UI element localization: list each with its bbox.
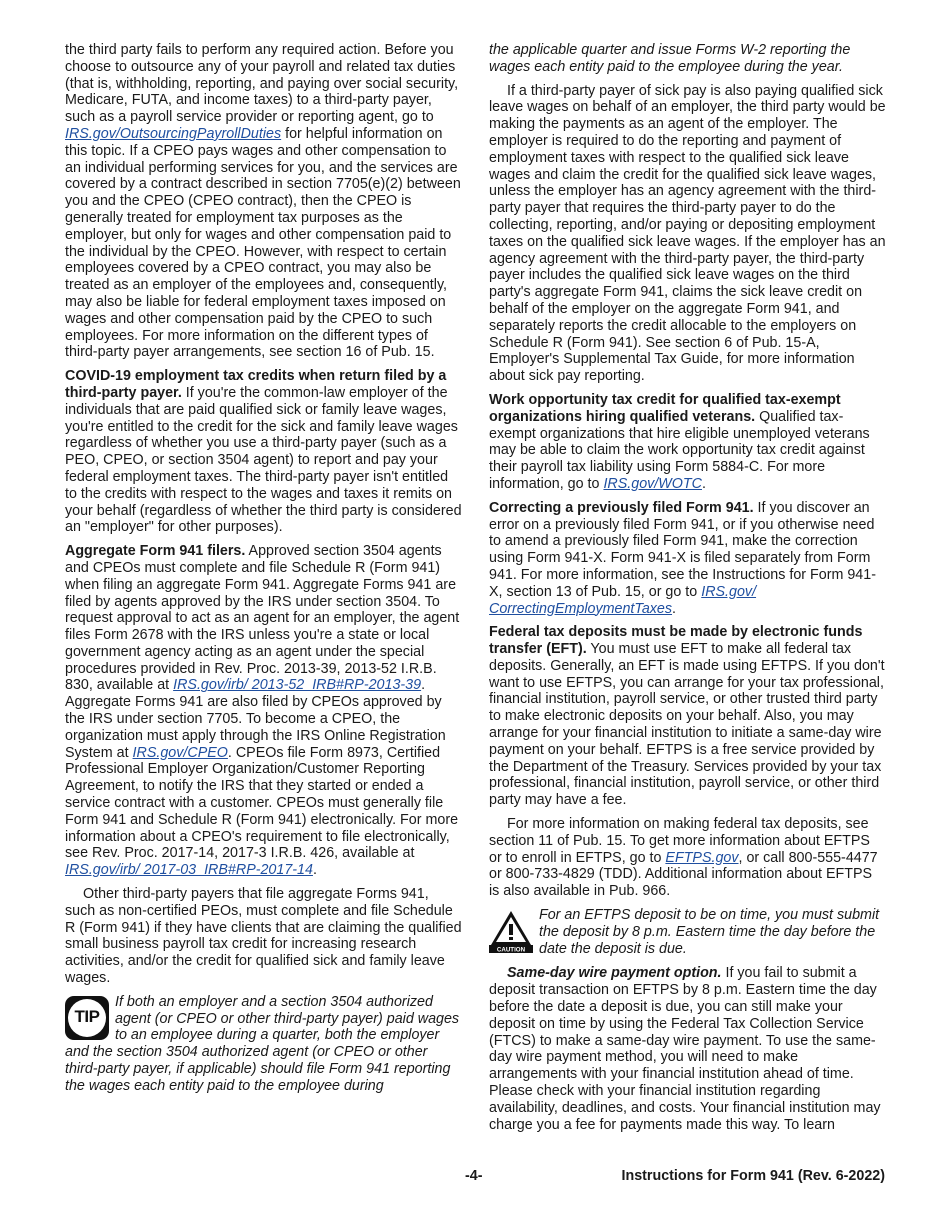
outsourcing-payroll-link[interactable]: IRS.gov/OutsourcingPayrollDuties — [65, 125, 282, 142]
paragraph-third-party-payer: the third party fails to perform any required action. Before you choose to outsource any of your payroll and related tax duties (that is, withholding, reporting, and paying over social security, Medicare, FUTA, and income taxes) to a third-party payer, such as a payroll service provider or reporting agent, go to IRS.gov/OutsourcingPayrollDuties for helpful information on this topic. If a CPEO pays wages and other compensation to an individual performing services for you, and the services are covered by a contract described in section 7705(e)(2) between you and the CPEO (CPEO contract), then the CPEO is generally treated for employment tax purposes as the employer, but only for wages and other compensation paid to the individual by the CPEO. However, with respect to certain employees covered by a CPEO contract, you may also be treated as an employer of the employees and, consequently, may also be liable for federal employment taxes imposed on wages and other compensation paid by the CPEO to such employees. For more information on the different types of third-party payer arrangements, see section 16 of Pub. 15. — [65, 42, 461, 361]
irb-2013-39-link[interactable]: IRS.gov/irb/ 2013-52_IRB#RP-2013-39 — [173, 677, 422, 694]
caution-text: For an EFTPS deposit to be on time, you must submit the deposit by 8 p.m. Eastern time the day before the date the deposit is due. — [539, 907, 880, 957]
irb-2017-14-link[interactable]: IRS.gov/irb/ 2017-03_IRB#RP-2017-14 — [65, 862, 313, 879]
tip-note — [65, 994, 462, 1095]
paragraph-covid-credits: COVID-19 employment tax credits when return filed by a third-party payer. If you're the common-law employer of the individuals that are paid qualified sick or family leave wages, you're entitled to the credit for the sick and family leave wages regardless of whether you use a third-party payer (such as a PEO, CPEO, or section 3504 agent) to report and pay your federal employment taxes. The third-party payer isn't entitled to the credits with respect to the wages and taxes it remits on your behalf (regardless of whether the third party is considered an "employer" for other purposes). — [65, 368, 462, 536]
page-number: -4- — [465, 1168, 483, 1184]
paragraph-wotc: Work opportunity tax credit for qualified tax-exempt organizations hiring qualified veterans. Qualified tax-exempt organizations that hire eligible unemployed veterans may be able to claim the work opportunity tax credit against their payroll tax liability using Form 5884-C. For more information, go to IRS.gov/WOTC. — [489, 391, 870, 492]
wotc-link[interactable]: IRS.gov/WOTC — [603, 475, 702, 492]
caution-label: CAUTION — [496, 946, 526, 954]
paragraph-correcting: Correcting a previously filed Form 941. If you discover an error on a previously filed Form 941, or if you otherwise need to amend a previously filed Form 941, make the correction using Form 941-X. Form 941-X is filed separately from Form 941. For more information, see the Instructions for Form 941-X, section 13 of Pub. 15, or go to IRS.gov/ CorrectingEmploymentTaxes. — [489, 499, 876, 617]
heading-same-day-wire: Same-day wire payment option. — [507, 965, 722, 982]
paragraph-eft: Federal tax deposits must be made by electronic funds transfer (EFT). You must use EFT to make all federal tax deposits. Generally, an EFT is made using EFTPS. If you don't want to use EFTPS, you can arrange for your tax professional, financial institution, payroll service, or other trusted third party to make electronic deposits on your behalf. Also, you may arrange for your financial institution to initiate a same-day wire payment on your behalf. EFTPS is a free service provided by the Department of the Treasury. Services provided by your tax professional, financial institution, payroll service, or other third party may have a fee. — [489, 624, 885, 809]
form-title: Instructions for Form 941 (Rev. 6-2022) — [621, 1168, 885, 1184]
heading-covid-credits: COVID-19 employment tax credits when return filed by a third-party payer. — [65, 368, 447, 401]
caution-icon — [489, 909, 533, 953]
heading-aggregate-filers: Aggregate Form 941 filers. — [65, 543, 246, 560]
paragraph-aggregate-filers: Aggregate Form 941 filers. Approved section 3504 agents and CPEOs must complete and file Schedule R (Form 941) when filing an aggregate Form 941. Aggregate Forms 941 are filed by agents approved by the IRS under section 3504. To request approval to act as an agent for an employer, the agent files Form 2678 with the IRS unless you're a state or local government agency acting as an agent under the special procedures provided in Rev. Proc. 2013-39, 2013-52 I.R.B. 830, available at IRS.gov/irb/ 2013-52_IRB#RP-2013-39. Aggregate Forms 941 are also filed by CPEOs approved by the IRS under section 7705. To become a CPEO, the organization must apply through the IRS Online Registration System at IRS.gov/CPEO. CPEOs file Form 8973, Certified Professional Employer Organization/Customer Reporting Agreement, to notify the IRS that they started or ended a service contract with a customer. CPEOs must generally file Form 941 and Schedule R (Form 941) electronically. For more information about a CPEO's requirement to file electronically, see Rev. Proc. 2017-14, 2017-3 I.R.B. 426, available at IRS.gov/irb/ 2017-03_IRB#RP-2017-14. — [65, 543, 460, 879]
paragraph-sick-pay: If a third-party payer of sick pay is also paying qualified sick leave wages on behalf of an employer, the third party would be making the payments as an agent of the employer. The employer is required to do the reporting and payment of employment taxes with respect to the qualified sick leave wages and claim the credit for the qualified sick leave wages, unless the employer has an agency agreement with the third-party payer that requires the third-party payer to do the collecting, reporting, and/or paying or depositing employment taxes on the qualified sick leave wages. If the employer has an agency agreement with the third-party payer, the third-party payer includes the qualified sick leave wages on the third party's aggregate Form 941, claims the sick leave credit on behalf of the employer on the aggregate Form 941, and separately reports the credit allocable to the employers on Schedule R (Form 941). See section 6 of Pub. 15-A, Employer's Supplemental Tax Guide, for more information about sick pay reporting. — [489, 82, 886, 385]
paragraph-other-payers: Other third-party payers that file aggregate Forms 941, such as non-certified PEOs, must complete and file Schedule R (Form 941) if they have clients that are claiming the qualified small business payroll tax credit for increasing research activities, and/or the credit for qualified sick and family leave wages. — [65, 886, 462, 987]
paragraph-same-day-wire: Same-day wire payment option. If you fail to submit a deposit transaction on EFTPS by 8 p.m. Eastern time the day before the date a deposit is due, you can still make your deposit on time by using the Federal Tax Collection Service (FTCS) to make a same-day wire payment. To use the same-day wire payment method, you will need to make arrangements with your financial institution ahead of time. Please check with your financial institution regarding availability, deadlines, and costs. Your financial institution may charge you a fee for payments made this way. To learn — [489, 965, 881, 1133]
cpeo-link[interactable]: IRS.gov/CPEO — [132, 744, 228, 761]
tip-continuation: the applicable quarter and issue Forms W-2 reporting the wages each entity paid to the employee during the year. — [489, 42, 851, 75]
right-column — [489, 42, 886, 1140]
tip-text: If both an employer and a section 3504 authorized agent (or CPEO or other third-party payer) paid wages to an employee during a quarter, both the employer and the section 3504 authorized agent (or CPEO or other third-party payer, if applicable) should file Form 941 reporting the wages each entity paid to the employee during — [65, 993, 460, 1094]
paragraph-more-info: For more information on making federal tax deposits, see section 11 of Pub. 15. To get more information about EFTPS or to enroll in EFTPS, go to EFTPS.gov, or call 800-555-4477 or 800-733-4829 (TDD). Additional information about EFTPS is also available in Pub. 966. — [489, 816, 878, 900]
page-footer — [65, 1168, 885, 1188]
correcting-taxes-link[interactable]: IRS.gov/ CorrectingEmploymentTaxes — [489, 583, 757, 617]
heading-wotc: Work opportunity tax credit for qualified tax-exempt organizations hiring qualified veterans. — [489, 391, 841, 425]
caution-note — [489, 907, 886, 957]
tip-icon: TIP — [65, 996, 109, 1040]
left-column — [65, 42, 462, 1095]
eftps-link[interactable]: EFTPS.gov — [665, 849, 739, 866]
heading-eft: Federal tax deposits must be made by electronic funds transfer (EFT). — [489, 624, 863, 658]
heading-correcting: Correcting a previously filed Form 941. — [489, 499, 754, 516]
